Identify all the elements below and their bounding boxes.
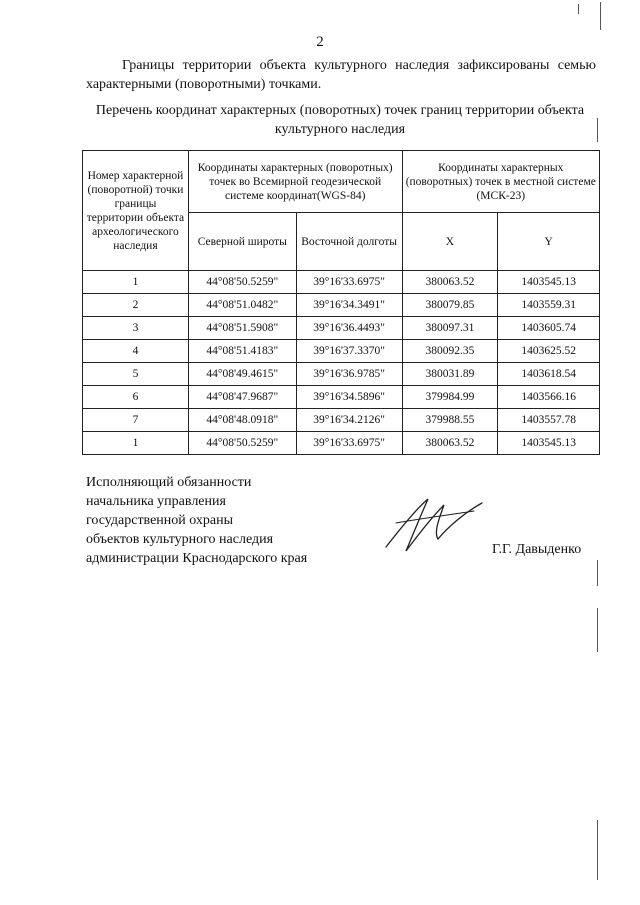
cell-longitude: 39°16'34.2126" [296, 409, 402, 432]
cell-longitude: 39°16'33.6975" [296, 271, 402, 294]
header-wgs84: Координаты характерных (поворотных) точек во Всемирной геодезической системе координат(WGS-84) [188, 151, 402, 213]
cell-point-number: 1 [83, 271, 189, 294]
cell-latitude: 44°08'51.4183" [188, 340, 296, 363]
cell-y: 1403618.54 [498, 363, 600, 386]
header-y: Y [498, 213, 600, 271]
cell-x: 380097.31 [402, 317, 498, 340]
cell-longitude: 39°16'33.6975" [296, 432, 402, 455]
scan-edge-mark [597, 608, 598, 652]
signatory-line: начальника управления [86, 494, 226, 509]
cell-longitude: 39°16'34.3491" [296, 294, 402, 317]
cell-point-number: 2 [83, 294, 189, 317]
scan-edge-mark [597, 118, 598, 142]
cell-x: 380092.35 [402, 340, 498, 363]
cell-x: 380063.52 [402, 432, 498, 455]
cell-y: 1403545.13 [498, 271, 600, 294]
signatory-position [86, 473, 307, 568]
header-msk23: Координаты характерных (поворотных) точек в местной системе (МСК-23) [402, 151, 599, 213]
cell-y: 1403559.31 [498, 294, 600, 317]
coordinates-table-body [83, 271, 600, 455]
cell-longitude: 39°16'36.9785" [296, 363, 402, 386]
cell-longitude: 39°16'34.5896" [296, 386, 402, 409]
signatory-line: объектов культурного наследия [86, 532, 274, 547]
scan-edge-mark [597, 560, 598, 586]
page-number: 2 [316, 34, 324, 50]
table-row [83, 386, 600, 409]
cell-point-number: 1 [83, 432, 189, 455]
cell-x: 379984.99 [402, 386, 498, 409]
cell-latitude: 44°08'47.9687" [188, 386, 296, 409]
cell-y: 1403557.78 [498, 409, 600, 432]
cell-point-number: 6 [83, 386, 189, 409]
cell-x: 380031.89 [402, 363, 498, 386]
intro-paragraph: Границы территории объекта культурного наследия зафиксированы семью характерными (поворотными) точками. [86, 58, 596, 92]
signatory-line: государственной охраны [86, 513, 234, 528]
cell-y: 1403625.52 [498, 340, 600, 363]
table-row [83, 271, 600, 294]
coordinates-table [82, 150, 600, 455]
header-point-number: Номер характерной (поворотной) точки границы территории объекта археологического наследия [83, 151, 189, 271]
scan-edge-mark [600, 2, 601, 30]
cell-latitude: 44°08'51.0482" [188, 294, 296, 317]
cell-longitude: 39°16'36.4493" [296, 317, 402, 340]
cell-point-number: 4 [83, 340, 189, 363]
cell-longitude: 39°16'37.3370" [296, 340, 402, 363]
cell-latitude: 44°08'48.0918" [188, 409, 296, 432]
cell-y: 1403566.16 [498, 386, 600, 409]
cell-latitude: 44°08'50.5259" [188, 432, 296, 455]
cell-point-number: 3 [83, 317, 189, 340]
table-row [83, 340, 600, 363]
table-row [83, 432, 600, 455]
cell-point-number: 5 [83, 363, 189, 386]
table-row [83, 317, 600, 340]
table-row [83, 363, 600, 386]
cell-x: 380079.85 [402, 294, 498, 317]
cell-latitude: 44°08'51.5908" [188, 317, 296, 340]
scan-edge-mark [597, 820, 598, 880]
signatory-name: Г.Г. Давыденко [492, 542, 582, 557]
header-east-longitude: Восточной долготы [296, 213, 402, 271]
cell-latitude: 44°08'49.4615" [188, 363, 296, 386]
handwritten-signature [378, 493, 488, 555]
cell-latitude: 44°08'50.5259" [188, 271, 296, 294]
cell-x: 379988.55 [402, 409, 498, 432]
signatory-line: администрации Краснодарского края [86, 551, 308, 566]
table-row [83, 409, 600, 432]
cell-y: 1403545.13 [498, 432, 600, 455]
cell-y: 1403605.74 [498, 317, 600, 340]
table-row [83, 294, 600, 317]
signatory-line: Исполняющий обязанности [86, 475, 252, 490]
cell-point-number: 7 [83, 409, 189, 432]
coordinates-list-title: Перечень координат характерных (поворотных) точек границ территории объекта культурного наследия [95, 103, 585, 137]
header-north-latitude: Северной широты [188, 213, 296, 271]
cell-x: 380063.52 [402, 271, 498, 294]
header-x: X [402, 213, 498, 271]
scan-edge-mark [578, 4, 579, 14]
